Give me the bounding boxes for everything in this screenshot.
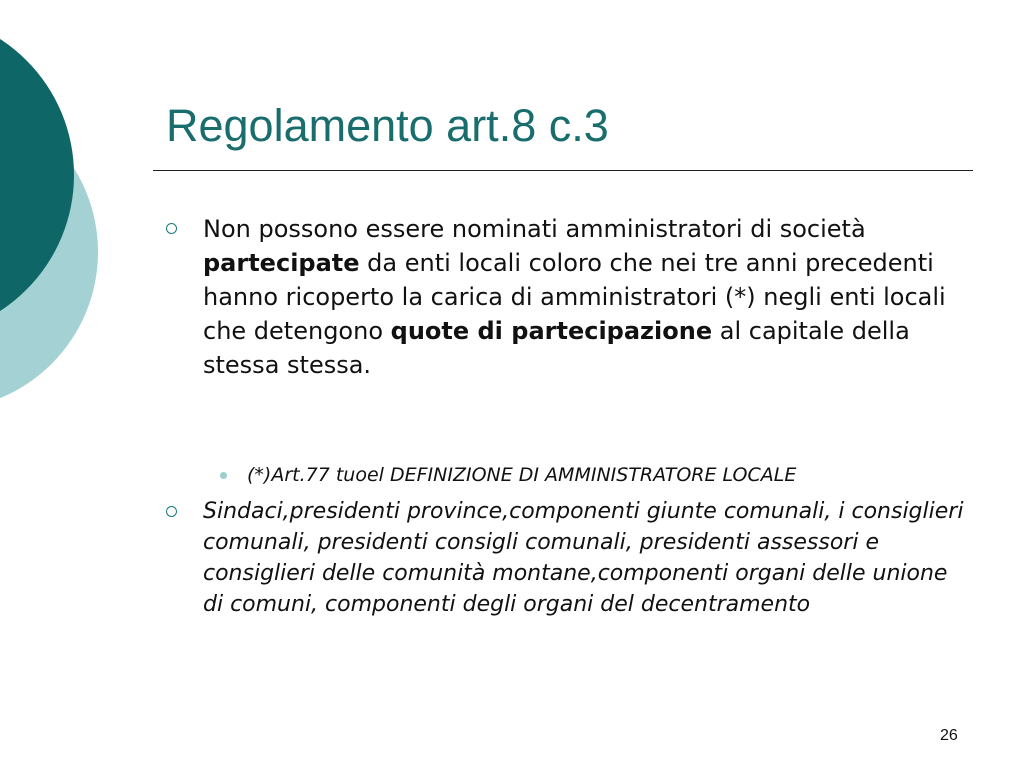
filled-dot-bullet-icon (220, 472, 227, 479)
hollow-circle-bullet-icon (166, 506, 177, 517)
sub-bullet-item: (*)Art.77 tuoel DEFINIZIONE DI AMMINISTRATORE LOCALE (247, 464, 797, 486)
bullet-item-2: Sindaci,presidenti province,componenti giunte comunali, i consiglieri comunali, presidenti consigli comunali, presidenti assessori e consiglieri delle comunità montane,componenti organi delle unione di comuni, componenti degli organi del decentramento (203, 499, 964, 617)
page-number: 26 (940, 727, 958, 744)
bullet1-bold-quote: quote di partecipazione (390, 317, 713, 345)
bullet1-text-3: al capitale della stessa stessa. (203, 317, 910, 379)
hollow-circle-bullet-icon (166, 223, 177, 234)
bullet1-text-2: da enti locali coloro che nei tre anni precedenti hanno ricoperto la carica di amministratori (*) negli enti locali che detengono (203, 249, 946, 345)
title-divider (153, 170, 973, 171)
bullet1-text-1: Non possono essere nominati amministratori di società (203, 215, 866, 243)
bullet-item-1 (203, 212, 963, 382)
bullet1-bold-partecipate: partecipate (203, 249, 360, 277)
page-title: Regolamento art.8 c.3 (166, 100, 609, 151)
